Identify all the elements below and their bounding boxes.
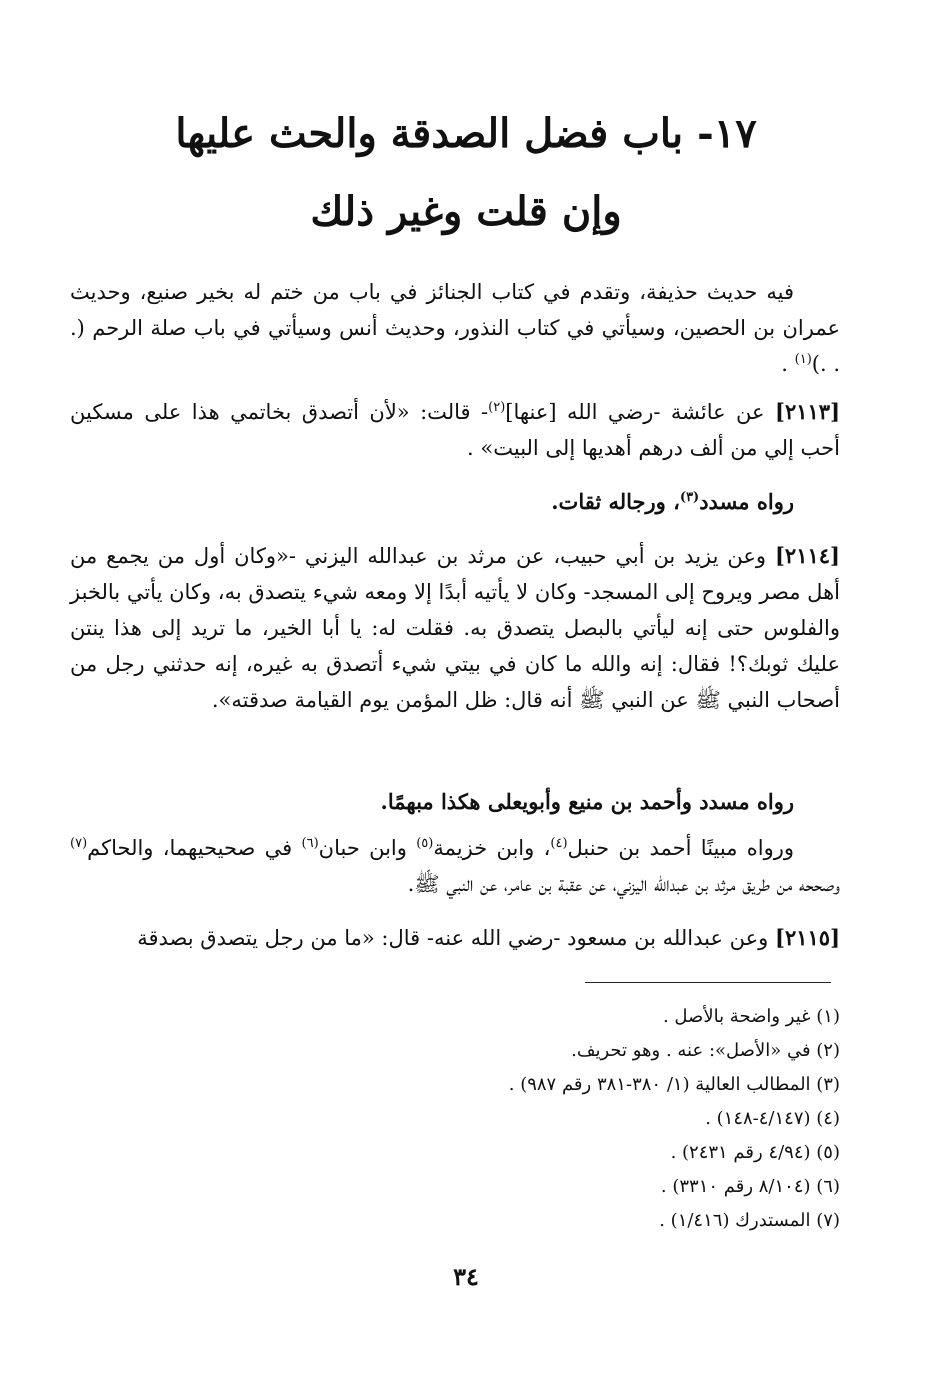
narration-text: وابن حبان xyxy=(318,836,417,860)
footnote-item: (٧) المستدرك (١/٤١٦) . xyxy=(659,1210,840,1231)
hadith-2115 xyxy=(70,920,840,956)
footnote-ref-3: (٣) xyxy=(679,490,700,505)
footnote-item: (٣) المطالب العالية (١/ ٣٨٠-٣٨١ رقم ٩٨٧) . xyxy=(508,1074,840,1095)
footnote-ref-5: (٥) xyxy=(416,836,434,851)
chapter-subtitle: وإن قلت وغير ذلك xyxy=(310,188,622,235)
hadith-text: عن عائشة -رضي الله [عنها] xyxy=(505,400,765,424)
footnote-ref-4: (٤) xyxy=(550,836,568,851)
chapter-title: ١٧- باب فضل الصدقة والحث عليها xyxy=(175,110,757,157)
hadith-number: [٢١١٤] xyxy=(774,543,840,568)
footnote-item: (٦) (٨/١٠٤ رقم ٣٣١٠) . xyxy=(660,1176,840,1197)
narration-text: ورواه مبينًا أحمد بن حنبل xyxy=(567,836,795,860)
narration-2113 xyxy=(70,484,840,520)
intro-text: فيه حديث حذيفة، وتقدم في كتاب الجنائز في باب من ختم له بخير صنيع، وحديث عمران بن الحصين، وسيأتي في كتاب النذور، وحديث أنس وسيأتي في باب صلة الرحم (. . .) xyxy=(70,280,840,376)
narration-text: وصححه من طريق مرثد بن عبدالله اليزني، عن عقبة بن عامر، عن النبي ﷺ. xyxy=(407,872,840,896)
footnote-ref-7: (٧) xyxy=(70,836,88,851)
footnote-item: (٢) في «الأصل»: عنه . وهو تحريف. xyxy=(571,1040,840,1061)
narration-text: ، ورجاله ثقات. xyxy=(551,489,680,514)
footnote-ref-2: (٢) xyxy=(488,400,506,415)
intro-end: . xyxy=(781,352,788,376)
footnote-item: (٤) (٤/١٤٧-١٤٨) . xyxy=(705,1108,840,1129)
narration-text: ، وابن خزيمة xyxy=(433,836,551,860)
narration-2114-detail xyxy=(70,830,840,902)
hadith-text: وعن عبدالله بن مسعود -رضي الله عنه- قال: «ما من رجل يتصدق بصدقة xyxy=(137,926,769,950)
hadith-number: [٢١١٥] xyxy=(775,925,840,950)
footnote-ref-6: (٦) xyxy=(301,836,319,851)
hadith-2113 xyxy=(70,394,840,466)
hadith-text: وعن يزيد بن أبي حبيب، عن مرثد بن عبدالله اليزني -«وكان أول من يجمع من أهل مصر ويروح إلى المسجد- وكان لا يأتيه أبدًا إلا ومعه شيء يتصدق به، وكان يأتي بالخبز والفلوس حتى إنه ليأتي بالبصل يتصدق به. فقلت له: يا أبا الخير، ما تريد إلى هذا ينتن عليك ثوبك؟! فقال: إنه والله ما كان في بيتي شيء أتصدق به غيره، إنه حدثني رجل من أصحاب النبي ﷺ عن النبي ﷺ أنه قال: ظل المؤمن يوم القيامة صدقته». xyxy=(70,544,840,712)
intro-paragraph xyxy=(70,274,840,382)
footnote-item: (٥) (٤/٩٤ رقم ٢٤٣١) . xyxy=(670,1142,840,1163)
narration-text: رواه مسدد xyxy=(699,489,794,514)
hadith-2114 xyxy=(70,538,840,718)
hadith-number: [٢١١٣] xyxy=(775,399,840,424)
footnote-item: (١) غير واضحة بالأصل . xyxy=(662,1006,840,1027)
hadith-text: - قالت: «لأن أتصدق بخاتمي هذا على مسكين أحب إلي من ألف درهم أهديها إلى البيت» . xyxy=(70,400,840,460)
footnote-separator xyxy=(585,982,831,983)
footnote-ref-1: (١) xyxy=(794,352,812,367)
narration-2114: رواه مسدد وأحمد بن منيع وأبويعلى هكذا مبهمًا. xyxy=(380,789,794,814)
narration-text: في صحيحيهما، والحاكم xyxy=(87,836,302,860)
footnotes-list xyxy=(300,1000,840,1238)
page-number: ٣٤ xyxy=(453,1262,479,1291)
